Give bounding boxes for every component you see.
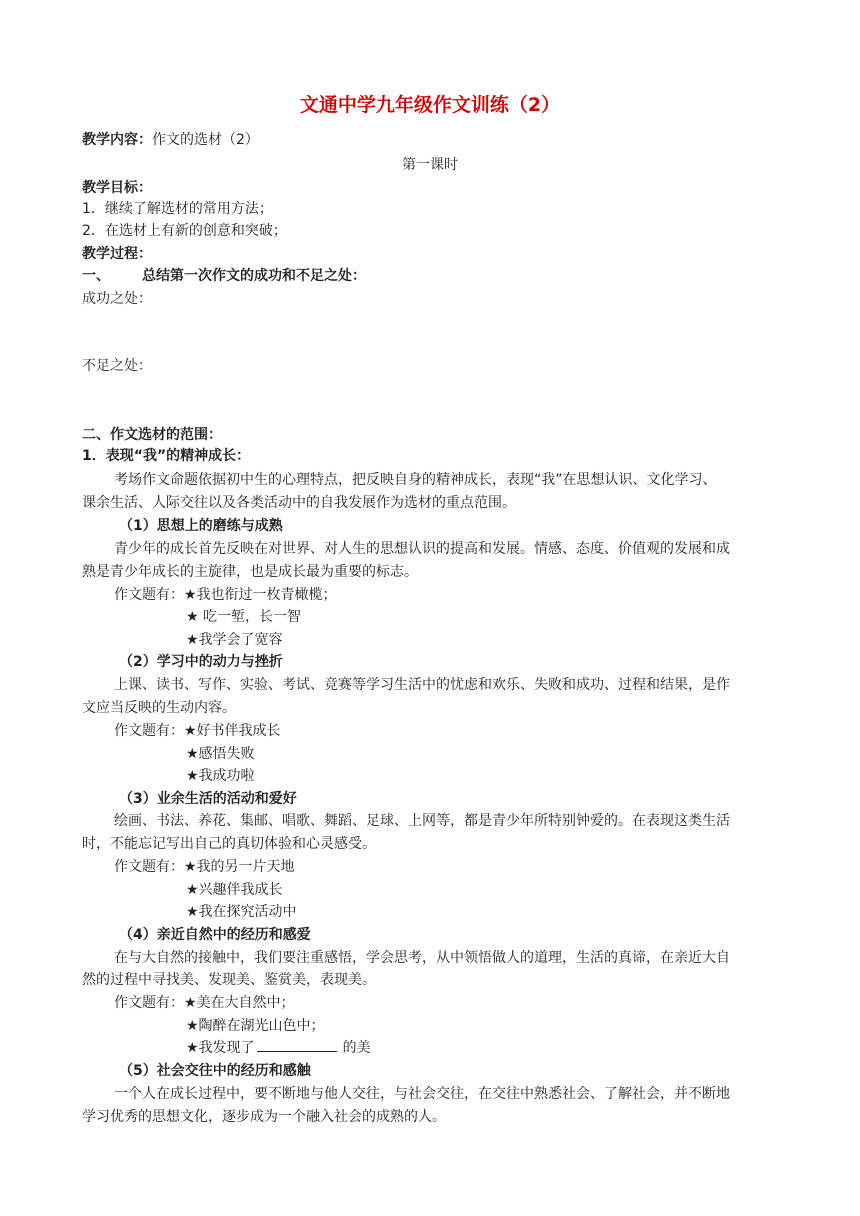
lesson-label: 第一课时 xyxy=(402,157,458,173)
topic-line xyxy=(114,993,295,1013)
paragraph-line: 绘画、书法、养花、集邮、唱歌、舞蹈、足球、上网等，都是青少年所特别钟爱的。在表现这类生活 xyxy=(114,813,730,829)
teaching-content-value: 作文的选材（2） xyxy=(152,132,259,148)
goals-heading: 教学目标： xyxy=(82,180,152,196)
paragraph-line: 学习优秀的思想文化，逐步成为一个融入社会的成熟的人。 xyxy=(82,1109,446,1125)
subheading-5: （5）社会交往中的经历和感触 xyxy=(119,1063,311,1079)
section-1-text: 总结第一次作文的成功和不足之处： xyxy=(142,268,366,284)
teaching-content-label: 教学内容： xyxy=(82,132,152,148)
topic-item-with-blank xyxy=(186,1038,371,1058)
document-title: 文通中学九年级作文训练（2） xyxy=(299,94,561,116)
fill-in-blank xyxy=(257,1038,337,1052)
topic-item: ★我成功啦 xyxy=(186,768,255,784)
paragraph-line: 然的过程中寻找美、发现美、鉴赏美，表现美。 xyxy=(82,972,376,988)
intro-paragraph-line: 考场作文命题依据初中生的心理特点，把反映自身的精神成长，表现“我”在思想认识、文化学习、 xyxy=(114,472,717,488)
paragraph-line: 上课、读书、写作、实验、考试、竞赛等学习生活中的忧虑和欢乐、失败和成功、过程和结果，是作 xyxy=(114,677,730,693)
subheading-1: （1）思想上的磨练与成熟 xyxy=(119,518,283,534)
intro-paragraph-line: 课余生活、人际交往以及各类活动中的自我发展作为选材的重点范围。 xyxy=(82,495,516,511)
topic-item: ★我也衔过一枚青橄榄； xyxy=(184,587,337,603)
topic-item: ★我学会了宽容 xyxy=(186,632,283,648)
topic-item-suffix: 的美 xyxy=(342,1040,371,1056)
paragraph-line: 一个人在成长过程中，要不断地与他人交往，与社会交往，在交往中熟悉社会、了解社会，并不断地 xyxy=(114,1086,730,1102)
item-1-heading: 1．表现“我”的精神成长： xyxy=(82,448,251,464)
subheading-4: （4）亲近自然中的经历和感爱 xyxy=(119,927,311,943)
topics-label: 作文题有： xyxy=(114,995,184,1011)
topics-label: 作文题有： xyxy=(114,859,184,875)
topic-item: ★ 吃一堑，长一智 xyxy=(186,609,302,625)
shortcoming-label: 不足之处： xyxy=(82,358,152,374)
subheading-3: （3）业余生活的活动和爱好 xyxy=(119,791,297,807)
section-2-heading: 二、作文选材的范围： xyxy=(82,427,222,443)
topic-line xyxy=(114,721,281,741)
topic-item: ★感悟失败 xyxy=(186,746,255,762)
topic-item-prefix: ★我发现了 xyxy=(186,1040,255,1056)
goal-item-1: 1．继续了解选材的常用方法； xyxy=(82,201,273,217)
topic-item: ★陶醉在湖光山色中； xyxy=(186,1018,325,1034)
section-1-heading xyxy=(82,266,366,286)
topic-item: ★我的另一片天地 xyxy=(184,859,295,875)
topic-item: ★我在探究活动中 xyxy=(186,904,297,920)
topic-item: ★美在大自然中； xyxy=(184,995,295,1011)
success-label: 成功之处： xyxy=(82,291,152,307)
topic-item: ★兴趣伴我成长 xyxy=(186,882,283,898)
topics-label: 作文题有： xyxy=(114,723,184,739)
paragraph-line: 青少年的成长首先反映在对世界、对人生的思想认识的提高和发展。情感、态度、价值观的发展和成 xyxy=(114,541,730,557)
topic-line xyxy=(114,585,337,605)
topic-line xyxy=(114,857,295,877)
process-heading: 教学过程： xyxy=(82,246,152,262)
paragraph-line: 时，不能忘记写出自己的真切体验和心灵感受。 xyxy=(82,836,376,852)
teaching-content xyxy=(82,130,259,150)
section-1-number: 一、 xyxy=(82,268,110,284)
goal-item-2: 2．在选材上有新的创意和突破； xyxy=(82,223,287,239)
topics-label: 作文题有： xyxy=(114,587,184,603)
paragraph-line: 熟是青少年成长的主旋律，也是成长最为重要的标志。 xyxy=(82,564,418,580)
topic-item: ★好书伴我成长 xyxy=(184,723,281,739)
subheading-2: （2）学习中的动力与挫折 xyxy=(119,654,283,670)
paragraph-line: 文应当反映的生动内容。 xyxy=(82,700,236,716)
paragraph-line: 在与大自然的接触中，我们要注重感悟，学会思考，从中领悟做人的道理，生活的真谛，在亲近大自 xyxy=(114,950,730,966)
